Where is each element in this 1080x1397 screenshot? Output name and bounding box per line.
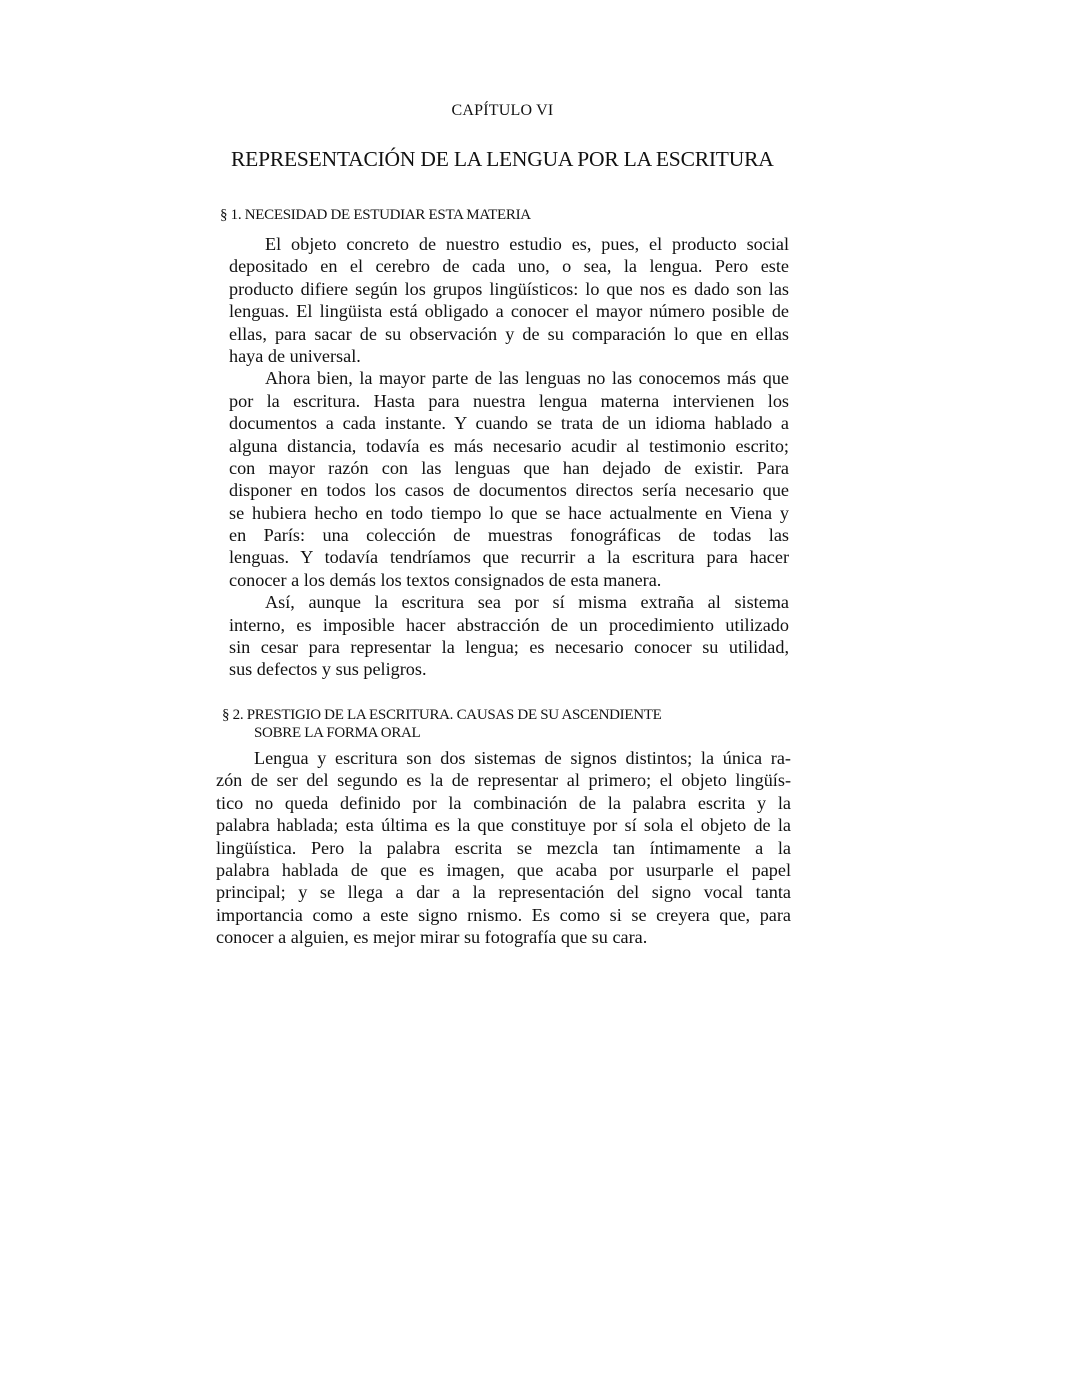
chapter-title: REPRESENTACIÓN DE LA LENGUA POR LA ESCRITURA [231,147,774,171]
paragraph-line: interno, es imposible hacer abstracción de un procedimiento utilizado [229,614,789,635]
paragraph-line: sus defectos y sus peligros. [229,659,427,680]
paragraph-line: alguna distancia, todavía es más necesario acudir al testimonio escrito; [229,435,789,456]
paragraph-line: lenguas. El lingüista está obligado a conocer el mayor número posible de [229,301,789,322]
chapter-label: CAPÍTULO VI [451,102,554,119]
paragraph-line: depositado en el cerebro de cada uno, o sea, la lengua. Pero este [229,256,789,277]
paragraph-line: principal; y se llega a dar a la representación del signo vocal tanta [216,882,791,903]
paragraph-line: por la escritura. Hasta para nuestra lengua materna intervienen los [229,390,789,411]
section-1-heading [220,206,531,224]
paragraph-line: Ahora bien, la mayor parte de las lenguas no las conocemos más que [265,368,789,389]
paragraph-line: importancia como a este signo rnismo. Es como si se creyera que, para [216,904,791,925]
paragraph-line: conocer a los demás los textos consignados de esta manera. [229,569,662,590]
section-2-body [216,747,791,949]
paragraph-line: ellas, para sacar de su observación y de su comparación lo que en ellas [229,323,789,344]
paragraph-line: en París: una colección de muestras fonográficas de todas las [229,525,789,546]
paragraph-line: disponer en todos los casos de documentos directos sería necesario que [229,480,789,501]
paragraph-line: Así, aunque la escritura sea por sí misma extraña al sistema [265,592,789,613]
section-2-heading-line1: § 2. PRESTIGIO DE LA ESCRITURA. CAUSAS DE SU ASCENDIENTE [222,707,662,723]
section-2-heading [222,706,661,742]
paragraph-line: conocer a alguien, es mejor mirar su fotografía que su cara. [216,927,648,948]
section-2-heading-line2: SOBRE LA FORMA ORAL [254,725,421,741]
paragraph-line: sin cesar para representar la lengua; es necesario conocer su utilidad, [229,637,789,658]
paragraph-line: producto difiere según los grupos lingüísticos: lo que nos es dado son las [229,278,789,299]
paragraph-line: lingüística. Pero la palabra escrita se mezcla tan íntimamente a la [216,837,791,858]
paragraph-line: palabra hablada de que es imagen, que acaba por usurparle el papel [216,859,791,880]
paragraph-line: haya de universal. [229,345,361,366]
paragraph-line: El objeto concreto de nuestro estudio es, pues, el producto social [265,234,789,254]
paragraph-line: palabra hablada; esta última es la que constituye por sí sola el objeto de la [216,815,791,836]
paragraph-line: tico no queda definido por la combinación de la palabra escrita y la [216,792,791,813]
paragraph-line: con mayor razón con las lenguas que han dejado de existir. Para [229,457,789,478]
paragraph-line: se hubiera hecho en todo tiempo lo que se hace actualmente en Viena y [229,502,789,523]
paragraph-line: Lengua y escritura son dos sistemas de signos distintos; la única ra- [254,748,791,768]
paragraph-line: lenguas. Y todavía tendríamos que recurrir a la escritura para hacer [229,547,789,568]
paragraph-line: documentos a cada instante. Y cuando se trata de un idioma hablado a [229,413,789,434]
section-1-heading-text: § 1. NECESIDAD DE ESTUDIAR ESTA MATERIA [220,207,531,223]
paragraph-line: zón de ser del segundo es la de representar al primero; el objeto lingüís- [216,770,791,791]
section-1-body [229,233,789,681]
